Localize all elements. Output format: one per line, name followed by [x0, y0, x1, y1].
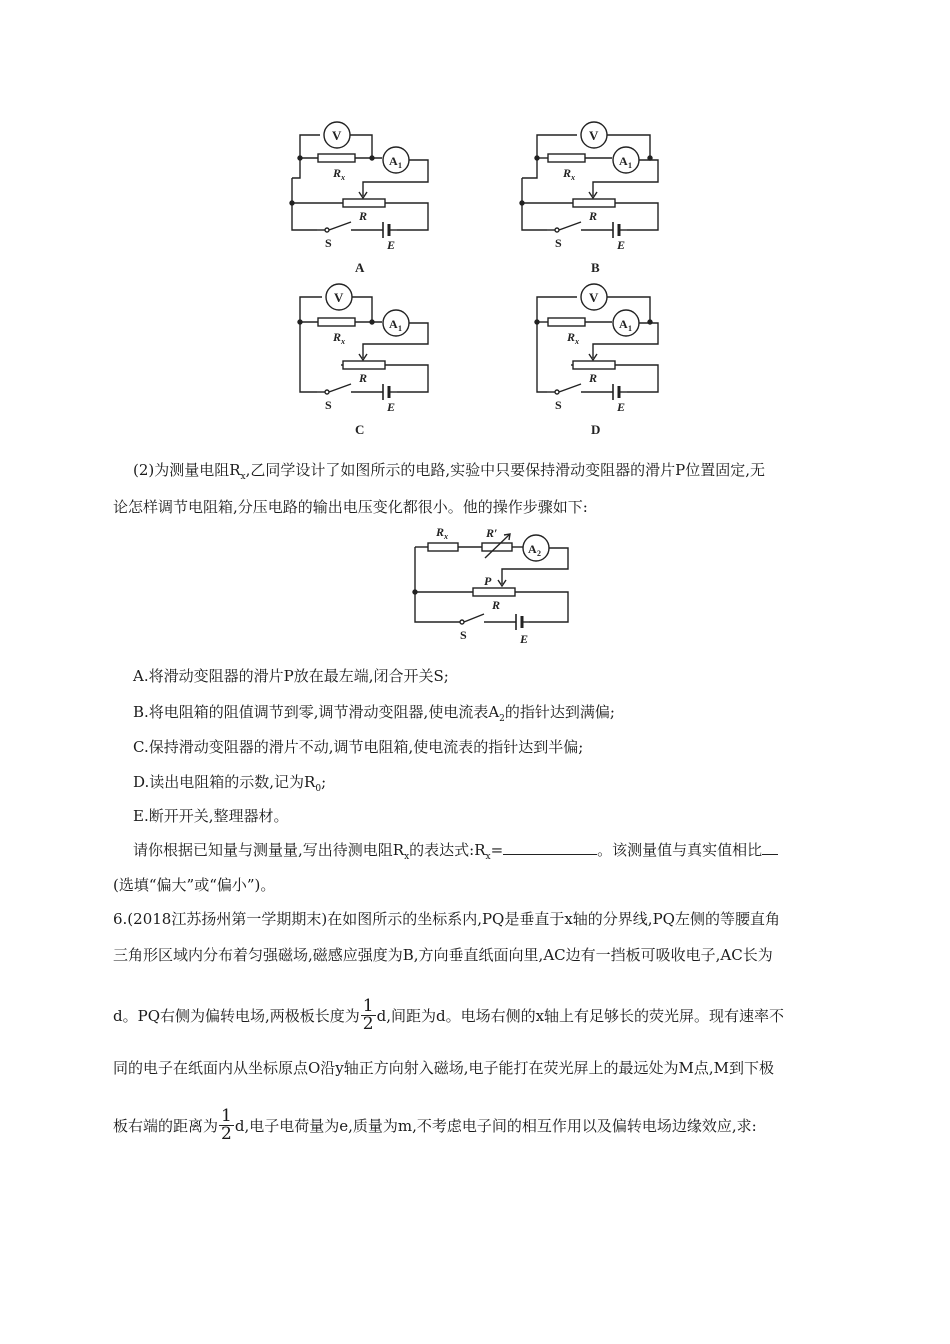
step-b: B.将电阻箱的阻值调节到零,调节滑动变阻器,使电流表$A_2$的指针达到满偏;: [133, 703, 615, 724]
step-a: A.将滑动变阻器的滑片P放在最左端,闭合开关S;: [133, 667, 449, 685]
problem6-line3: d。PQ右侧为偏转电场,两极板长度为 $\frac{1}{2}$ d,间距为d。电场右侧的x轴上有足够长的荧光屏。现有速率不: [113, 995, 785, 1034]
fraction-half: $\frac{1}{2}$: [221, 1105, 232, 1144]
rx-sub: x: [341, 173, 345, 182]
rheostat-label: R: [492, 598, 501, 612]
circuit-half-deflection: [400, 522, 580, 652]
switch-label: S: [325, 236, 332, 250]
rx-label: R: [333, 166, 342, 180]
rx-label: R: [436, 525, 445, 539]
circuit-c: [285, 282, 445, 442]
circuit-label: C: [355, 422, 365, 437]
ammeter-label: A: [389, 317, 398, 331]
voltmeter-label: V: [334, 290, 344, 305]
circuit-label: D: [591, 422, 601, 437]
circuit-b: [515, 120, 675, 280]
rheostat-label: R: [359, 371, 368, 385]
switch-label: S: [460, 628, 467, 642]
rx-label: R: [563, 166, 572, 180]
ammeter-sub: 1: [398, 324, 402, 333]
rx-sub: x: [341, 337, 345, 346]
answer-blank-compare[interactable]: [762, 840, 778, 855]
ammeter-sub: 1: [398, 161, 402, 170]
fraction-half: $\frac{1}{2}$: [362, 995, 374, 1034]
ammeter-label: A: [619, 317, 628, 331]
switch-label: S: [555, 398, 562, 412]
rheostat-label: R: [589, 209, 598, 223]
part2-line1: (2)为测量电阻$R_x$,乙同学设计了如图所示的电路,实验中只要保持滑动变阻器的滑片P位置固定,无: [133, 461, 766, 482]
battery-label: E: [617, 238, 626, 252]
problem6-line5: 板右端的距离为 $\frac{1}{2}$ d,电子电荷量为e,质量为m,不考虑电子间的相互作用以及偏转电场边缘效应,求:: [113, 1105, 757, 1144]
switch-label: S: [555, 236, 562, 250]
voltmeter-label: V: [589, 290, 599, 305]
circuit-a: [285, 120, 445, 280]
ammeter-label: A: [389, 154, 398, 168]
rx-sub: x: [571, 173, 575, 182]
circuit-label: A: [355, 260, 365, 275]
step-d: D.读出电阻箱的示数,记为$R_0$;: [133, 773, 327, 794]
circuit-label: B: [591, 260, 600, 275]
problem6-line1: 6.(2018江苏扬州第一学期期末)在如图所示的坐标系内,PQ是垂直于x轴的分界线,PQ左侧的等腰直角: [113, 910, 780, 928]
question-line1: 请你根据已知量与测量量,写出待测电阻$R_x$的表达式$:R_x=$ 。该测量值与真实值相比: [133, 840, 778, 867]
voltmeter-label: V: [332, 128, 342, 143]
problem6-line2: 三角形区域内分布着匀强磁场,磁感应强度为B,方向垂直纸面向里,AC边有一挡板可吸收电子,AC长为: [113, 946, 773, 964]
rx-sub: x: [444, 532, 448, 541]
ammeter-label: A: [619, 154, 628, 168]
problem6-line4: 同的电子在纸面内从坐标原点O沿y轴正方向射入磁场,电子能打在荧光屏上的最远处为M点,M到下极: [113, 1059, 775, 1077]
answer-blank-expression[interactable]: [503, 840, 597, 855]
ammeter-sub: 1: [628, 324, 632, 333]
resistance-box-label: R′: [486, 526, 498, 540]
ammeter-label: A: [528, 542, 537, 556]
ammeter-sub: 1: [628, 161, 632, 170]
battery-label: E: [617, 400, 626, 414]
rheostat-label: R: [589, 371, 598, 385]
rheostat-label: R: [359, 209, 368, 223]
rx-label: R: [333, 330, 342, 344]
ammeter-sub: 2: [537, 549, 541, 558]
rx-label: R: [567, 330, 576, 344]
battery-label: E: [387, 400, 396, 414]
battery-label: E: [520, 632, 529, 646]
question-line2: (选填“偏大”或“偏小”)。: [113, 876, 276, 894]
battery-label: E: [387, 238, 396, 252]
step-c: C.保持滑动变阻器的滑片不动,调节电阻箱,使电流表的指针达到半偏;: [133, 738, 584, 756]
circuit-d: [515, 282, 675, 442]
voltmeter-label: V: [589, 128, 599, 143]
switch-label: S: [325, 398, 332, 412]
rx-sub: x: [575, 337, 579, 346]
slider-label: P: [484, 574, 492, 588]
part2-line2: 论怎样调节电阻箱,分压电路的输出电压变化都很小。他的操作步骤如下:: [113, 498, 588, 516]
step-e: E.断开开关,整理器材。: [133, 807, 289, 825]
